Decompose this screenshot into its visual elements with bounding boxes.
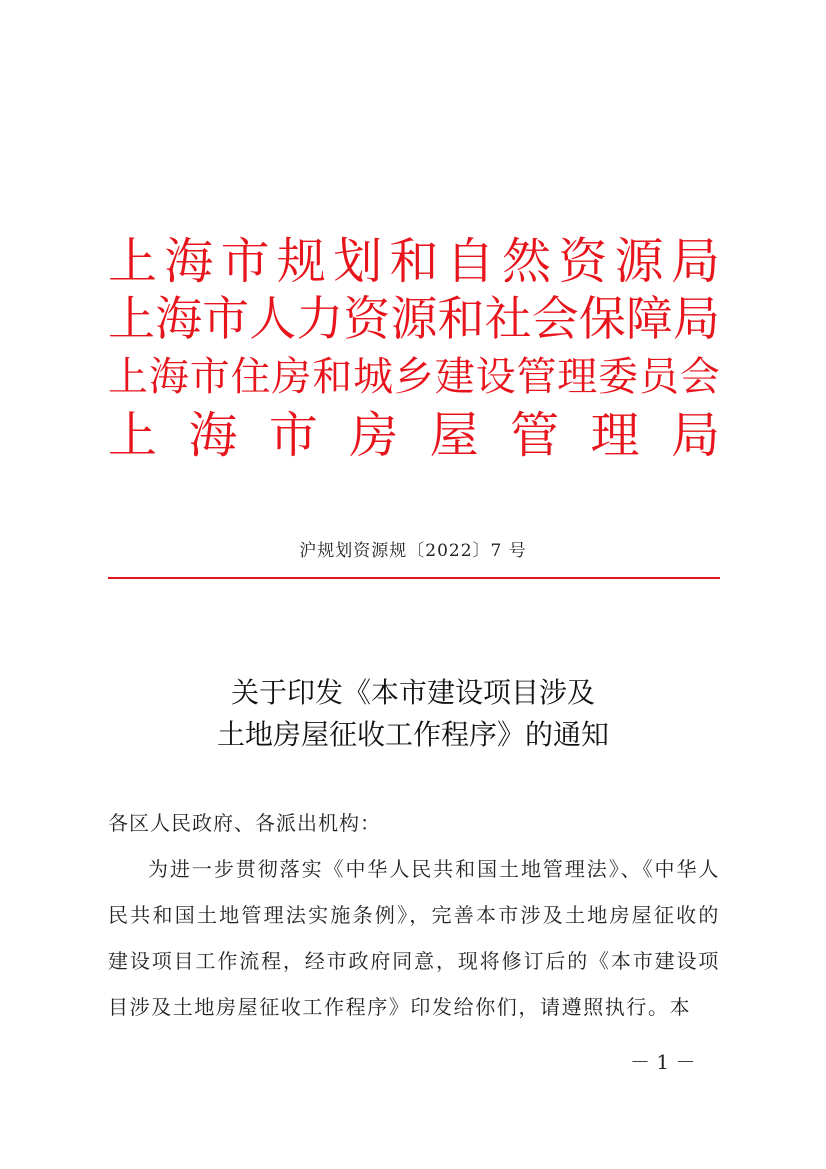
agency-name <box>108 232 720 290</box>
agency-char: 市 <box>268 406 318 464</box>
salutation: 各区人民政府、各派出机构： <box>108 811 381 835</box>
document-body <box>108 800 720 1030</box>
agency-char: 房 <box>271 354 312 400</box>
agency-char: 市 <box>220 232 270 290</box>
agency-char: 海 <box>188 406 238 464</box>
agency-char: 设 <box>475 354 516 400</box>
red-divider-line <box>108 577 720 579</box>
agency-char: 建 <box>434 354 475 400</box>
title-line: 关于印发《本市建设项目涉及 <box>230 676 595 709</box>
agency-char: 市 <box>189 354 230 400</box>
agency-char: 海 <box>155 291 203 347</box>
agency-char: 员 <box>638 354 679 400</box>
agency-char: 自 <box>445 232 495 290</box>
agency-name <box>108 348 720 406</box>
agency-char: 资 <box>558 232 608 290</box>
agency-char: 屋 <box>429 406 479 464</box>
agency-char: 障 <box>625 291 673 347</box>
agency-char: 局 <box>670 406 720 464</box>
agency-char: 会 <box>679 354 720 400</box>
agency-char: 房 <box>349 406 399 464</box>
agency-char: 管 <box>510 406 560 464</box>
agency-char: 和 <box>437 291 485 347</box>
body-paragraph: 为进一步贯彻落实《中华人民共和国土地管理法》、《中华人民共和国土地管理法实施条例》，完善本市涉及土地房屋征收的建设项目工作流程，经市政府同意，现将修订后的《本市建设项目涉及土地房屋征收工作程序》印发给你们，请遵照执行。本 <box>108 857 720 1019</box>
agency-char: 城 <box>353 354 394 400</box>
letterhead <box>108 232 720 464</box>
agency-char: 人 <box>249 291 297 347</box>
agency-char: 管 <box>516 354 557 400</box>
agency-char: 源 <box>390 291 438 347</box>
agency-char: 和 <box>312 354 353 400</box>
document-title <box>0 672 826 756</box>
agency-char: 会 <box>531 291 579 347</box>
agency-char: 委 <box>598 354 639 400</box>
agency-char: 乡 <box>393 354 434 400</box>
agency-char: 海 <box>148 354 189 400</box>
agency-char: 力 <box>296 291 344 347</box>
document-number: 沪规划资源规〔2022〕7 号 <box>299 541 527 561</box>
agency-char: 上 <box>108 291 155 347</box>
page-number: － 1 － <box>630 1050 696 1074</box>
agency-char: 源 <box>614 232 664 290</box>
agency-name <box>108 290 720 348</box>
agency-char: 保 <box>578 291 626 347</box>
agency-char: 然 <box>502 232 552 290</box>
agency-name <box>108 406 720 464</box>
agency-char: 上 <box>108 406 158 464</box>
agency-char: 划 <box>333 232 383 290</box>
agency-char: 理 <box>557 354 598 400</box>
agency-char: 规 <box>276 232 326 290</box>
agency-char: 资 <box>343 291 391 347</box>
agency-char: 局 <box>672 291 720 347</box>
title-line: 土地房屋征收工作程序》的通知 <box>216 718 609 751</box>
agency-char: 住 <box>230 354 271 400</box>
agency-char: 上 <box>108 354 148 400</box>
agency-char: 社 <box>484 291 532 347</box>
agency-char: 海 <box>164 232 214 290</box>
agency-char: 局 <box>670 232 720 290</box>
agency-char: 上 <box>108 232 158 290</box>
agency-char: 理 <box>590 406 640 464</box>
agency-char: 和 <box>389 232 439 290</box>
agency-char: 市 <box>202 291 250 347</box>
